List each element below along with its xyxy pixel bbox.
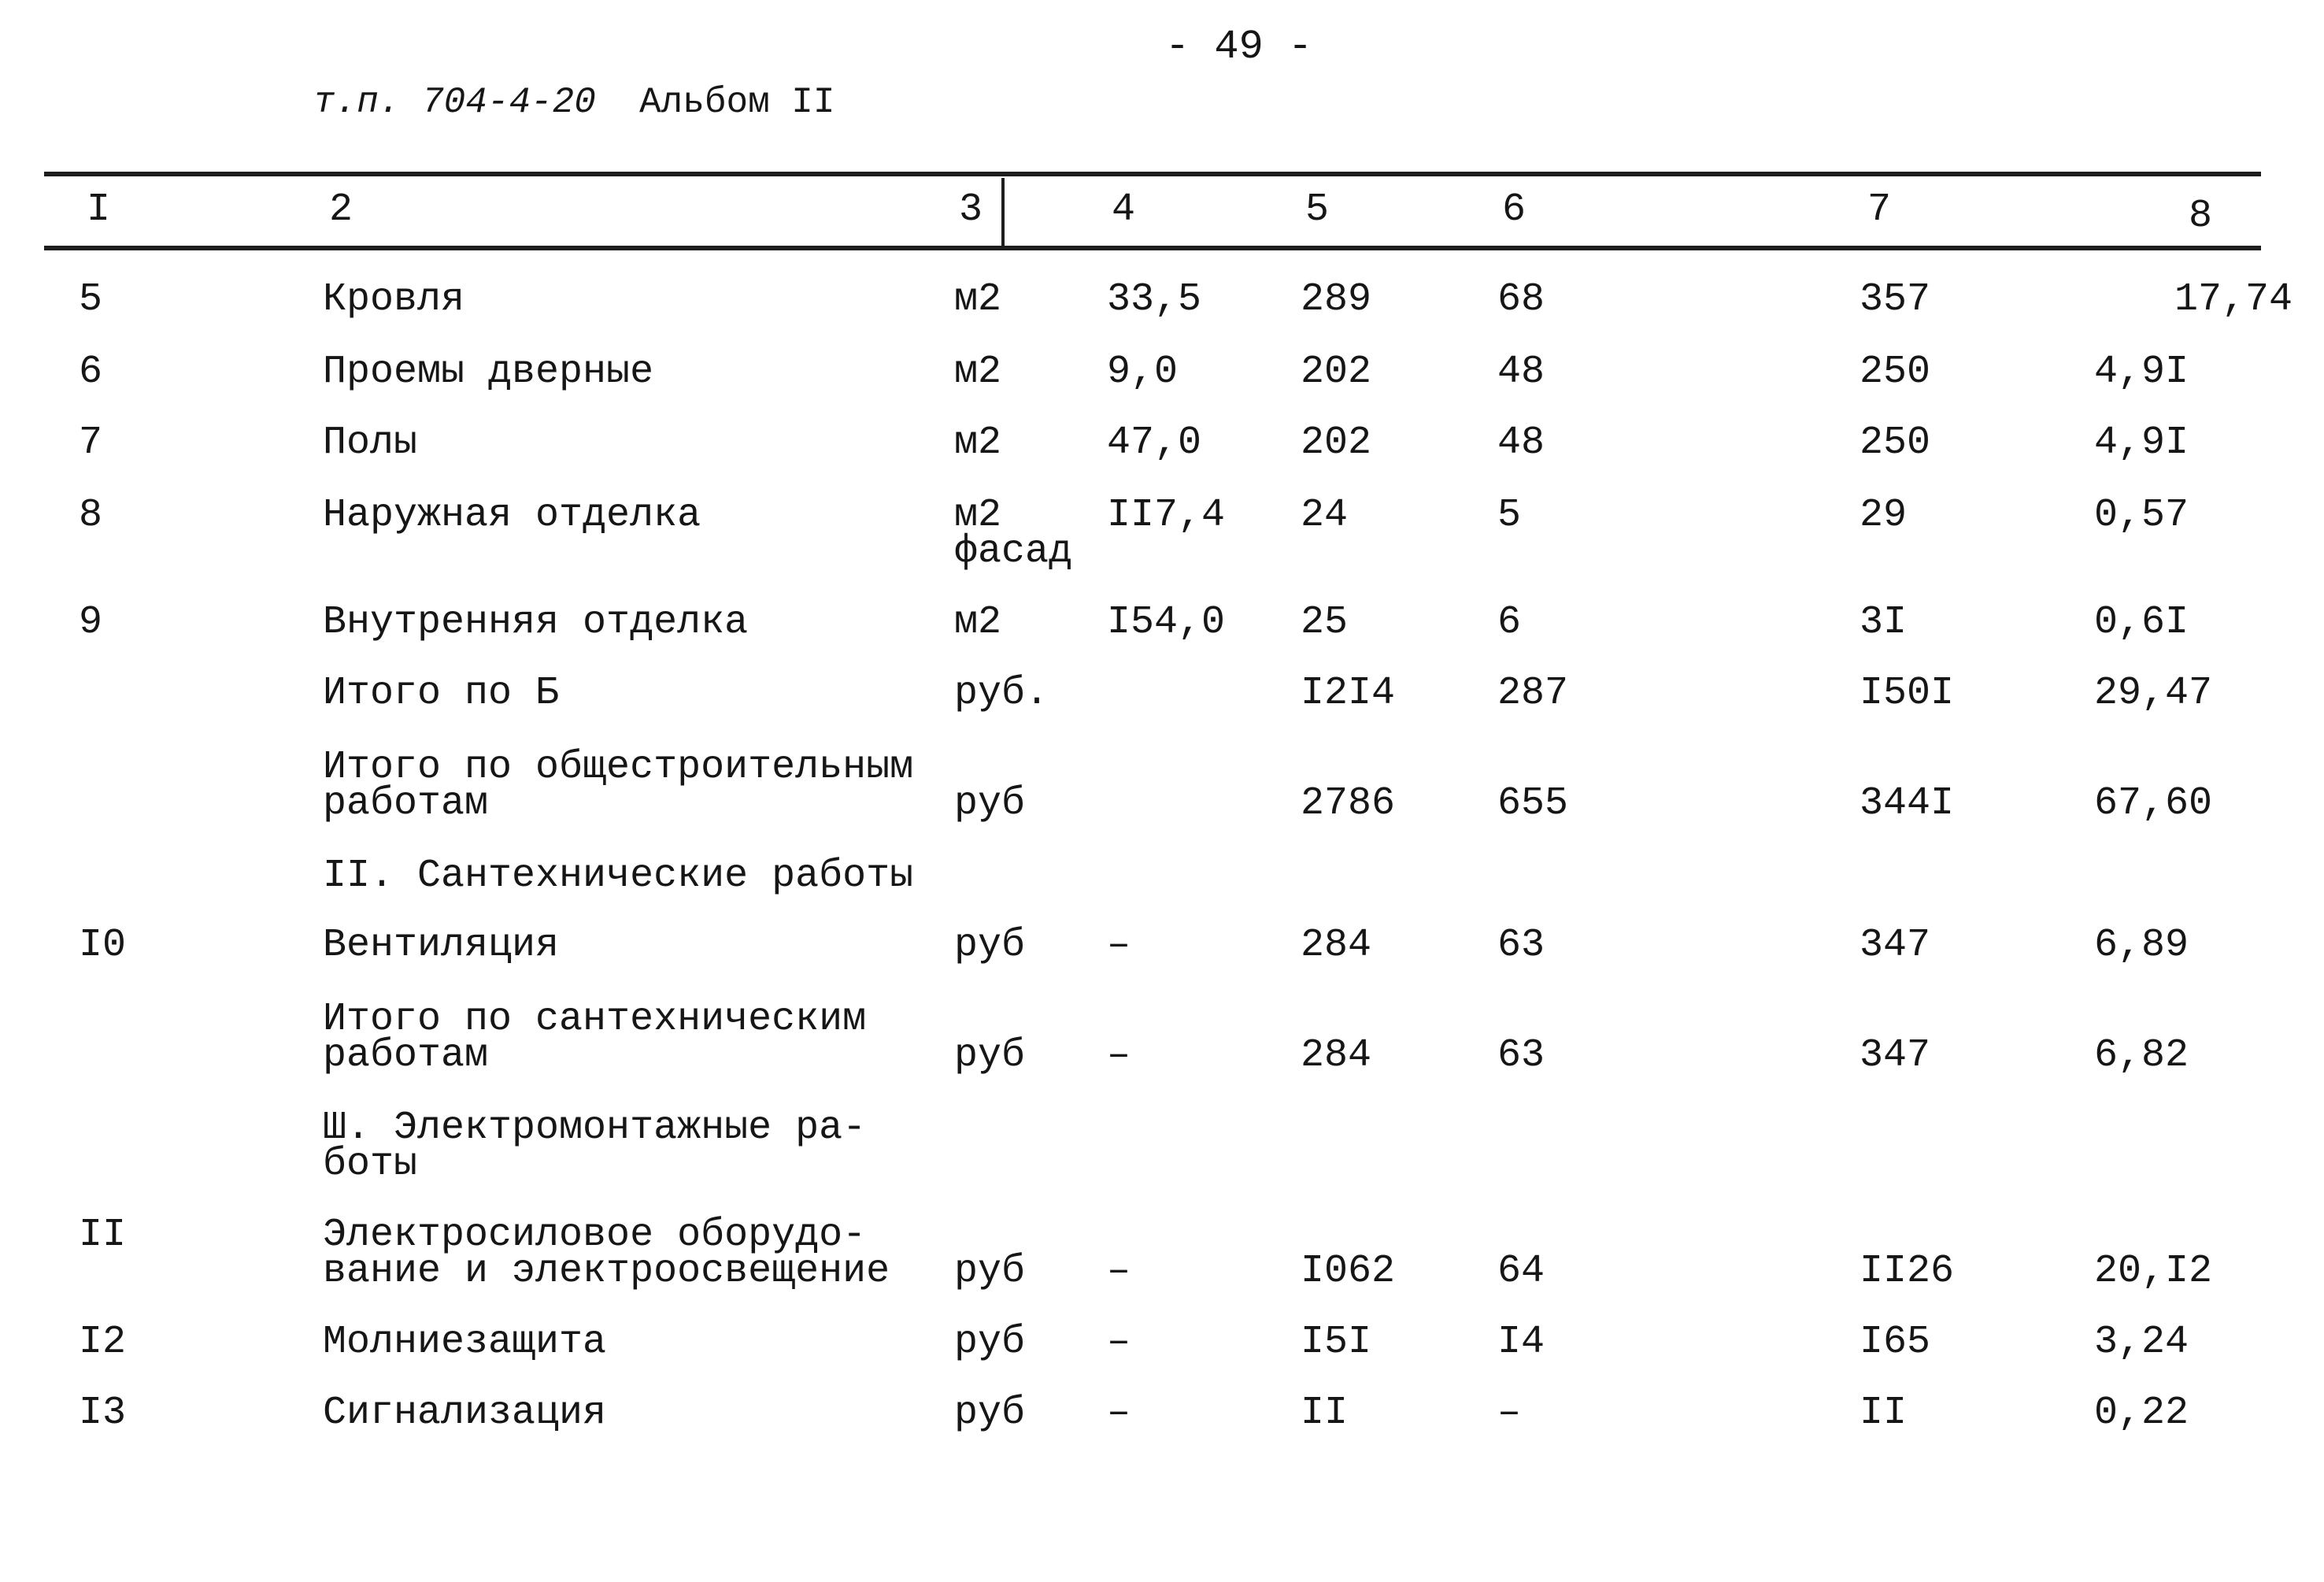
column-header-2: 2 (329, 187, 353, 232)
table-cell-cost-per-unit: 6,89 (2094, 923, 2189, 968)
table-cell-unit: м2 (954, 350, 1002, 395)
table-cell-cost-equipment: – (1497, 1391, 1522, 1436)
table-cell-cost-equipment: I4 (1497, 1320, 1545, 1365)
table-cell-cost-total: 344I (1860, 781, 1955, 826)
table-cell-row-number: I0 (79, 923, 127, 968)
table-cell-quantity: – (1107, 1391, 1131, 1436)
table-cell-cost-equipment: 64 (1497, 1249, 1545, 1294)
table-cell-quantity: – (1107, 923, 1131, 968)
table-cell-cost-per-unit: 20,I2 (2094, 1249, 2213, 1294)
table-cell-item-name: Кровля (323, 277, 465, 322)
table-cell-unit: руб (954, 781, 1026, 826)
table-cell-cost-per-unit: 4,9I (2094, 421, 2189, 465)
column-header-6: 6 (1502, 187, 1527, 232)
column-header-1: I (87, 187, 111, 232)
table-cell-cost-per-unit: 29,47 (2094, 671, 2213, 716)
header-column-separator (1001, 178, 1005, 246)
table-cell-row-number: II (79, 1213, 127, 1258)
table-cell-cost-construction: 284 (1301, 923, 1372, 968)
table-cell-cost-construction: I2I4 (1301, 671, 1396, 716)
table-cell-cost-total: 250 (1860, 421, 1931, 465)
table-cell-cost-construction: I062 (1301, 1249, 1396, 1294)
table-cell-cost-equipment: 655 (1497, 781, 1569, 826)
column-header-4: 4 (1112, 187, 1136, 232)
table-cell-cost-total: I65 (1860, 1320, 1931, 1365)
album-label: Альбом II (639, 82, 835, 123)
table-cell-unit: руб (954, 1033, 1026, 1078)
table-cell-cost-construction: 284 (1301, 1033, 1372, 1078)
table-cell-item-name: Электросиловое оборудо- вание и электроосвещение (323, 1213, 890, 1294)
table-cell-row-number: 6 (79, 350, 103, 395)
table-cell-cost-construction: 2786 (1301, 781, 1396, 826)
table-cell-cost-equipment: 68 (1497, 277, 1545, 322)
table-cell-quantity: 33,5 (1107, 277, 1202, 322)
table-cell-cost-per-unit: 6,82 (2094, 1033, 2189, 1078)
table-cell-unit: руб. (954, 671, 1049, 716)
table-cell-cost-construction: 25 (1301, 600, 1349, 645)
table-cell-cost-total: II (1860, 1391, 1908, 1436)
table-cell-cost-per-unit: 0,6I (2094, 600, 2189, 645)
table-cell-unit: руб (954, 1249, 1026, 1294)
table-cell-cost-equipment: 6 (1497, 600, 1522, 645)
table-cell-cost-per-unit: 3,24 (2094, 1320, 2189, 1365)
table-cell-item-name: Наружная отделка (323, 493, 701, 538)
table-cell-cost-construction: I5I (1301, 1320, 1372, 1365)
table-cell-cost-construction: 289 (1301, 277, 1372, 322)
column-header-7: 7 (1867, 187, 1892, 232)
table-cell-cost-total: 347 (1860, 923, 1931, 968)
table-cell-row-number: 7 (79, 421, 103, 465)
table-cell-item-name: Молниезащита (323, 1320, 607, 1365)
table-cell-cost-total: II26 (1860, 1249, 1955, 1294)
table-header-rule (44, 246, 2261, 250)
table-cell-cost-total: 250 (1860, 350, 1931, 395)
column-header-3: 3 (959, 187, 983, 232)
table-cell-row-number: I2 (79, 1320, 127, 1365)
table-cell-cost-construction: 202 (1301, 421, 1372, 465)
table-cell-quantity: II7,4 (1107, 493, 1226, 538)
table-cell-cost-construction: 202 (1301, 350, 1372, 395)
table-top-rule (44, 172, 2261, 176)
table-cell-item-name: Ш. Электромонтажные ра- боты (323, 1106, 867, 1187)
table-cell-cost-total: 357 (1860, 277, 1931, 322)
table-cell-unit: м2 (954, 277, 1002, 322)
table-cell-row-number: 5 (79, 277, 103, 322)
table-cell-quantity: – (1107, 1320, 1131, 1365)
table-cell-item-name: Итого по сантехническим работам (323, 997, 867, 1078)
table-cell-item-name: II. Сантехнические работы (323, 854, 914, 898)
table-cell-item-name: Внутренняя отделка (323, 600, 749, 645)
table-cell-cost-per-unit: 4,9I (2094, 350, 2189, 395)
table-cell-cost-total: 29 (1860, 493, 1908, 538)
table-cell-cost-equipment: 63 (1497, 923, 1545, 968)
table-cell-item-name: Проемы дверные (323, 350, 654, 395)
table-cell-cost-construction: II (1301, 1391, 1349, 1436)
table-cell-cost-equipment: 5 (1497, 493, 1522, 538)
table-cell-item-name: Вентиляция (323, 923, 560, 968)
table-cell-cost-construction: 24 (1301, 493, 1349, 538)
table-cell-cost-total: I50I (1860, 671, 1955, 716)
table-cell-cost-per-unit: 67,60 (2094, 781, 2213, 826)
table-cell-cost-per-unit: 0,57 (2094, 493, 2189, 538)
table-cell-cost-equipment: 48 (1497, 421, 1545, 465)
document-header (313, 82, 835, 123)
column-header-5: 5 (1305, 187, 1330, 232)
table-cell-cost-per-unit: 17,74 (2174, 277, 2293, 322)
table-cell-cost-equipment: 63 (1497, 1033, 1545, 1078)
table-cell-item-name: Итого по общестроительным работам (323, 745, 914, 826)
table-cell-item-name: Полы (323, 421, 418, 465)
table-cell-cost-total: 347 (1860, 1033, 1931, 1078)
table-cell-cost-equipment: 287 (1497, 671, 1569, 716)
table-cell-row-number: 8 (79, 493, 103, 538)
table-cell-quantity: I54,0 (1107, 600, 1226, 645)
table-cell-quantity: 9,0 (1107, 350, 1179, 395)
table-cell-cost-equipment: 48 (1497, 350, 1545, 395)
table-cell-item-name: Сигнализация (323, 1391, 607, 1436)
table-cell-unit: м2 (954, 600, 1002, 645)
table-cell-item-name: Итого по Б (323, 671, 560, 716)
table-cell-unit: м2 (954, 421, 1002, 465)
table-cell-row-number: 9 (79, 600, 103, 645)
column-header-8: 8 (2189, 194, 2213, 239)
table-cell-cost-total: 3I (1860, 600, 1908, 645)
table-cell-quantity: – (1107, 1249, 1131, 1294)
table-cell-unit: руб (954, 923, 1026, 968)
page-number: - 49 - (1165, 24, 1313, 70)
table-cell-unit: м2 фасад (954, 493, 1073, 574)
table-cell-quantity: – (1107, 1033, 1131, 1078)
table-cell-row-number: I3 (79, 1391, 127, 1436)
table-cell-quantity: 47,0 (1107, 421, 1202, 465)
table-cell-unit: руб (954, 1391, 1026, 1436)
table-cell-cost-per-unit: 0,22 (2094, 1391, 2189, 1436)
table-cell-unit: руб (954, 1320, 1026, 1365)
project-code: т.п. 704-4-20 (313, 82, 596, 123)
